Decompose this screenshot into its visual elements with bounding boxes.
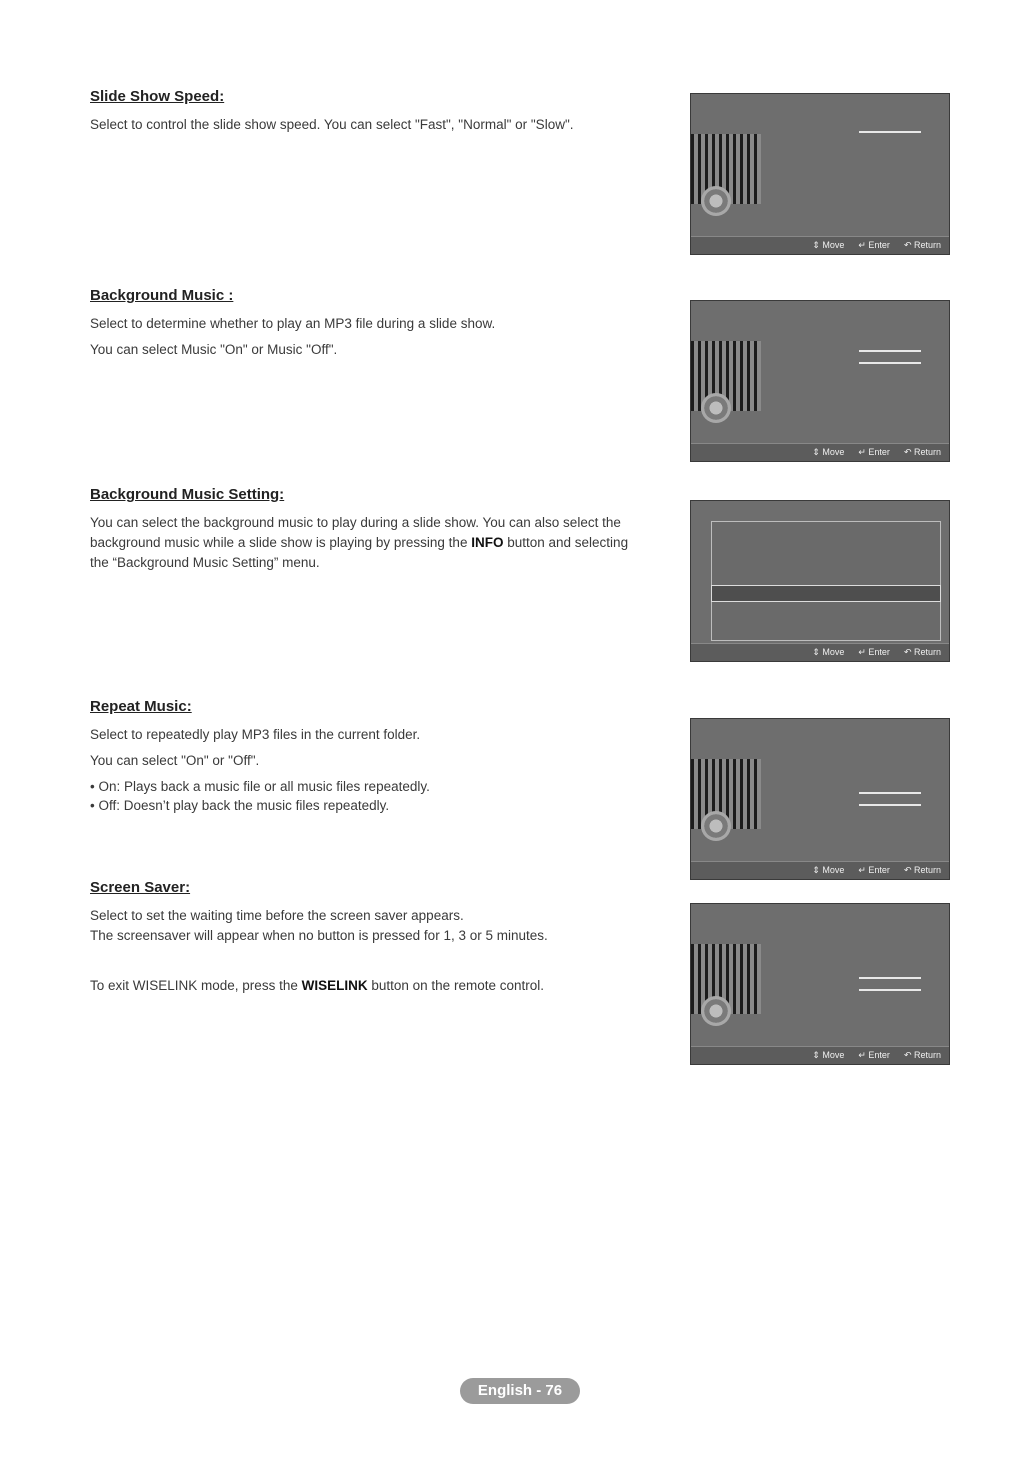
section-title: Background Music : [90, 287, 234, 304]
move-hint: ⇕ Move [812, 240, 845, 250]
text: button and selecting the “Background Music Setting” menu. [90, 535, 629, 570]
wiselink-button-label: WISELINK [301, 978, 368, 993]
return-hint: ↶ Return [903, 865, 941, 875]
return-hint: ↶ Return [903, 240, 941, 250]
osd-menu [769, 126, 939, 186]
folder-item [712, 586, 940, 601]
folder-item [712, 526, 940, 541]
osd-footer [691, 443, 949, 461]
move-hint: ⇕ Move [812, 647, 845, 657]
paragraph: You can select Music "On" or Music "Off". [90, 342, 338, 357]
enter-hint: ↵ Enter [858, 865, 890, 875]
osd-screenshot-background-music-setting [690, 500, 950, 662]
move-hint: ⇕ Move [812, 865, 845, 875]
paragraph [90, 513, 650, 573]
section-slide-show-speed [90, 88, 650, 141]
section-title: Background Music Setting: [90, 486, 285, 503]
osd-screenshot-slide-show-speed [690, 93, 950, 255]
enter-hint: ↵ Enter [858, 1050, 890, 1060]
osd-footer [691, 236, 949, 254]
text: You can select the background music to play during a slide show. You can also select the background music while a slide show is playing by pressing the [90, 515, 621, 550]
paragraph: Select to determine whether to play an MP3 file during a slide show. [90, 316, 496, 331]
osd-screenshot-background-music [690, 300, 950, 462]
enter-hint: ↵ Enter [858, 647, 890, 657]
osd-footer [691, 1046, 949, 1064]
folder-list [711, 521, 941, 641]
osd-footer [691, 861, 949, 879]
move-hint: ⇕ Move [812, 1050, 845, 1060]
osd-screenshot-screen-saver [690, 903, 950, 1065]
enter-hint: ↵ Enter [858, 240, 890, 250]
section-repeat-music [90, 698, 650, 815]
return-hint: ↶ Return [903, 447, 941, 457]
text: button on the remote control. [371, 978, 544, 993]
section-title: Screen Saver: [90, 879, 191, 896]
folder-item [712, 571, 940, 586]
text: To exit WISELINK mode, press the [90, 978, 298, 993]
osd-footer [691, 643, 949, 661]
enter-hint: ↵ Enter [858, 447, 890, 457]
disc-icon [701, 186, 731, 216]
folder-item [712, 541, 940, 556]
page-number: English - 76 [460, 1378, 580, 1404]
section-screen-saver [90, 879, 650, 1002]
paragraph: Select to set the waiting time before the screen saver appears. [90, 908, 464, 923]
move-hint: ⇕ Move [812, 447, 845, 457]
folder-item [712, 556, 940, 571]
paragraph: Select to control the slide show speed. You can select "Fast", "Normal" or "Slow". [90, 117, 574, 132]
disc-icon [701, 811, 731, 841]
osd-screenshot-repeat-music [690, 718, 950, 880]
info-button-label: INFO [471, 535, 504, 550]
osd-menu [769, 333, 939, 393]
section-title: Slide Show Speed: [90, 88, 225, 105]
bullet-item: • Off: Doesn’t play back the music files repeatedly. [90, 798, 390, 813]
section-title: Repeat Music: [90, 698, 192, 715]
exit-instruction [90, 976, 650, 996]
section-background-music-setting [90, 486, 650, 579]
section-background-music [90, 287, 650, 366]
osd-menu [769, 936, 939, 996]
osd-menu [769, 751, 939, 811]
disc-icon [701, 996, 731, 1026]
return-hint: ↶ Return [903, 1050, 941, 1060]
return-hint: ↶ Return [903, 647, 941, 657]
disc-icon [701, 393, 731, 423]
folder-item [712, 601, 940, 616]
paragraph: Select to repeatedly play MP3 files in the current folder. [90, 727, 421, 742]
bullet-item: • On: Plays back a music file or all music files repeatedly. [90, 779, 430, 794]
paragraph: You can select "On" or "Off". [90, 753, 260, 768]
paragraph: The screensaver will appear when no button is pressed for 1, 3 or 5 minutes. [90, 928, 548, 943]
